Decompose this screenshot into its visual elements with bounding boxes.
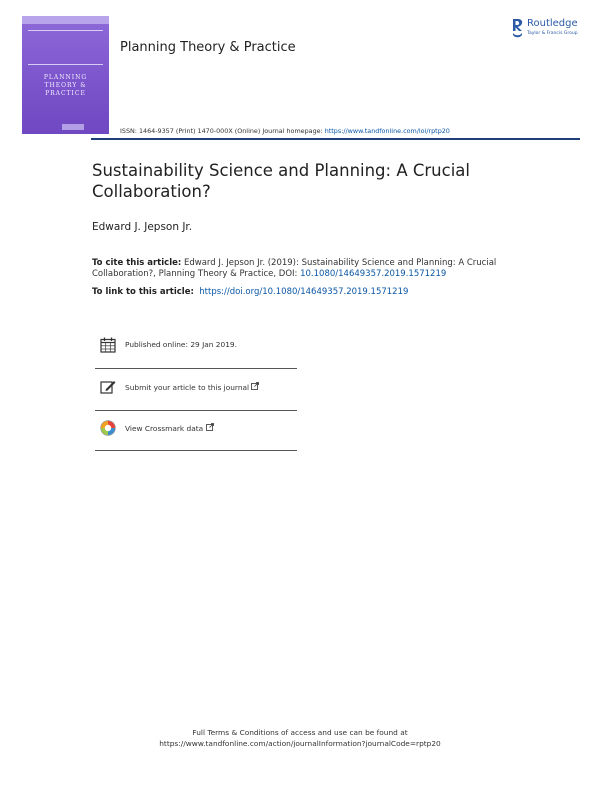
cover-title (22, 74, 109, 98)
cover-top-strip (22, 16, 109, 24)
issn-line (120, 127, 450, 135)
external-link-icon (206, 423, 214, 431)
footer (0, 727, 600, 749)
external-link-icon (251, 382, 259, 390)
published-online-text: Published online: 29 Jan 2019. (125, 340, 237, 349)
item-divider (95, 450, 297, 451)
publisher-tagline: Taylor & Francis Group (527, 31, 578, 36)
submit-article-item[interactable] (100, 378, 300, 400)
doi-link[interactable]: 10.1080/14649357.2019.1571219 (300, 269, 447, 279)
cover-title-line: PLANNING (43, 74, 88, 81)
crossmark-icon (100, 420, 116, 436)
cite-label: To cite this article: (92, 258, 182, 268)
crossmark-text: View Crossmark data (125, 424, 204, 433)
journal-homepage-link[interactable]: https://www.tandfonline.com/loi/rptp20 (324, 127, 450, 135)
article-author: Edward J. Jepson Jr. (92, 221, 193, 233)
cover-rule (28, 64, 103, 65)
footer-terms-link[interactable]: https://www.tandfonline.com/action/journalInformation?journalCode=rptp20 (159, 739, 441, 748)
article-title: Sustainability Science and Planning: A Crucial Collaboration? (92, 161, 470, 201)
crossmark-item[interactable] (100, 419, 300, 441)
journal-title: Planning Theory & Practice (120, 40, 296, 55)
article-link-line (92, 287, 408, 297)
item-divider (95, 410, 297, 411)
header-divider (91, 138, 580, 140)
published-online-item (100, 336, 300, 358)
link-label: To link to this article: (92, 287, 194, 297)
cite-text: Edward J. Jepson Jr. (2019): Sustainability Science and Planning: A Crucial Collaboration?, Planning Theory & Practice, DOI: (92, 258, 497, 279)
crossmark-link[interactable] (125, 423, 214, 433)
issn-text: ISSN: 1464-9357 (Print) 1470-000X (Online) Journal homepage: (120, 127, 325, 135)
edit-icon (100, 379, 116, 395)
journal-cover (22, 16, 109, 134)
cover-publisher-logo (62, 124, 84, 130)
citation-block (92, 258, 562, 280)
routledge-logo-icon (511, 18, 524, 38)
calendar-icon (100, 337, 116, 353)
cover-rule (28, 30, 103, 31)
footer-terms-text: Full Terms & Conditions of access and use can be found at (192, 728, 408, 737)
publisher-logo (511, 17, 591, 43)
submit-article-link[interactable] (125, 382, 259, 392)
submit-article-text: Submit your article to this journal (125, 383, 250, 392)
publisher-name: Routledge (527, 18, 578, 29)
article-url-link[interactable]: https://doi.org/10.1080/14649357.2019.1571219 (199, 287, 409, 297)
cover-title-line: THEORY & (44, 82, 87, 89)
cover-title-line: PRACTICE (45, 90, 86, 97)
item-divider (95, 368, 297, 369)
